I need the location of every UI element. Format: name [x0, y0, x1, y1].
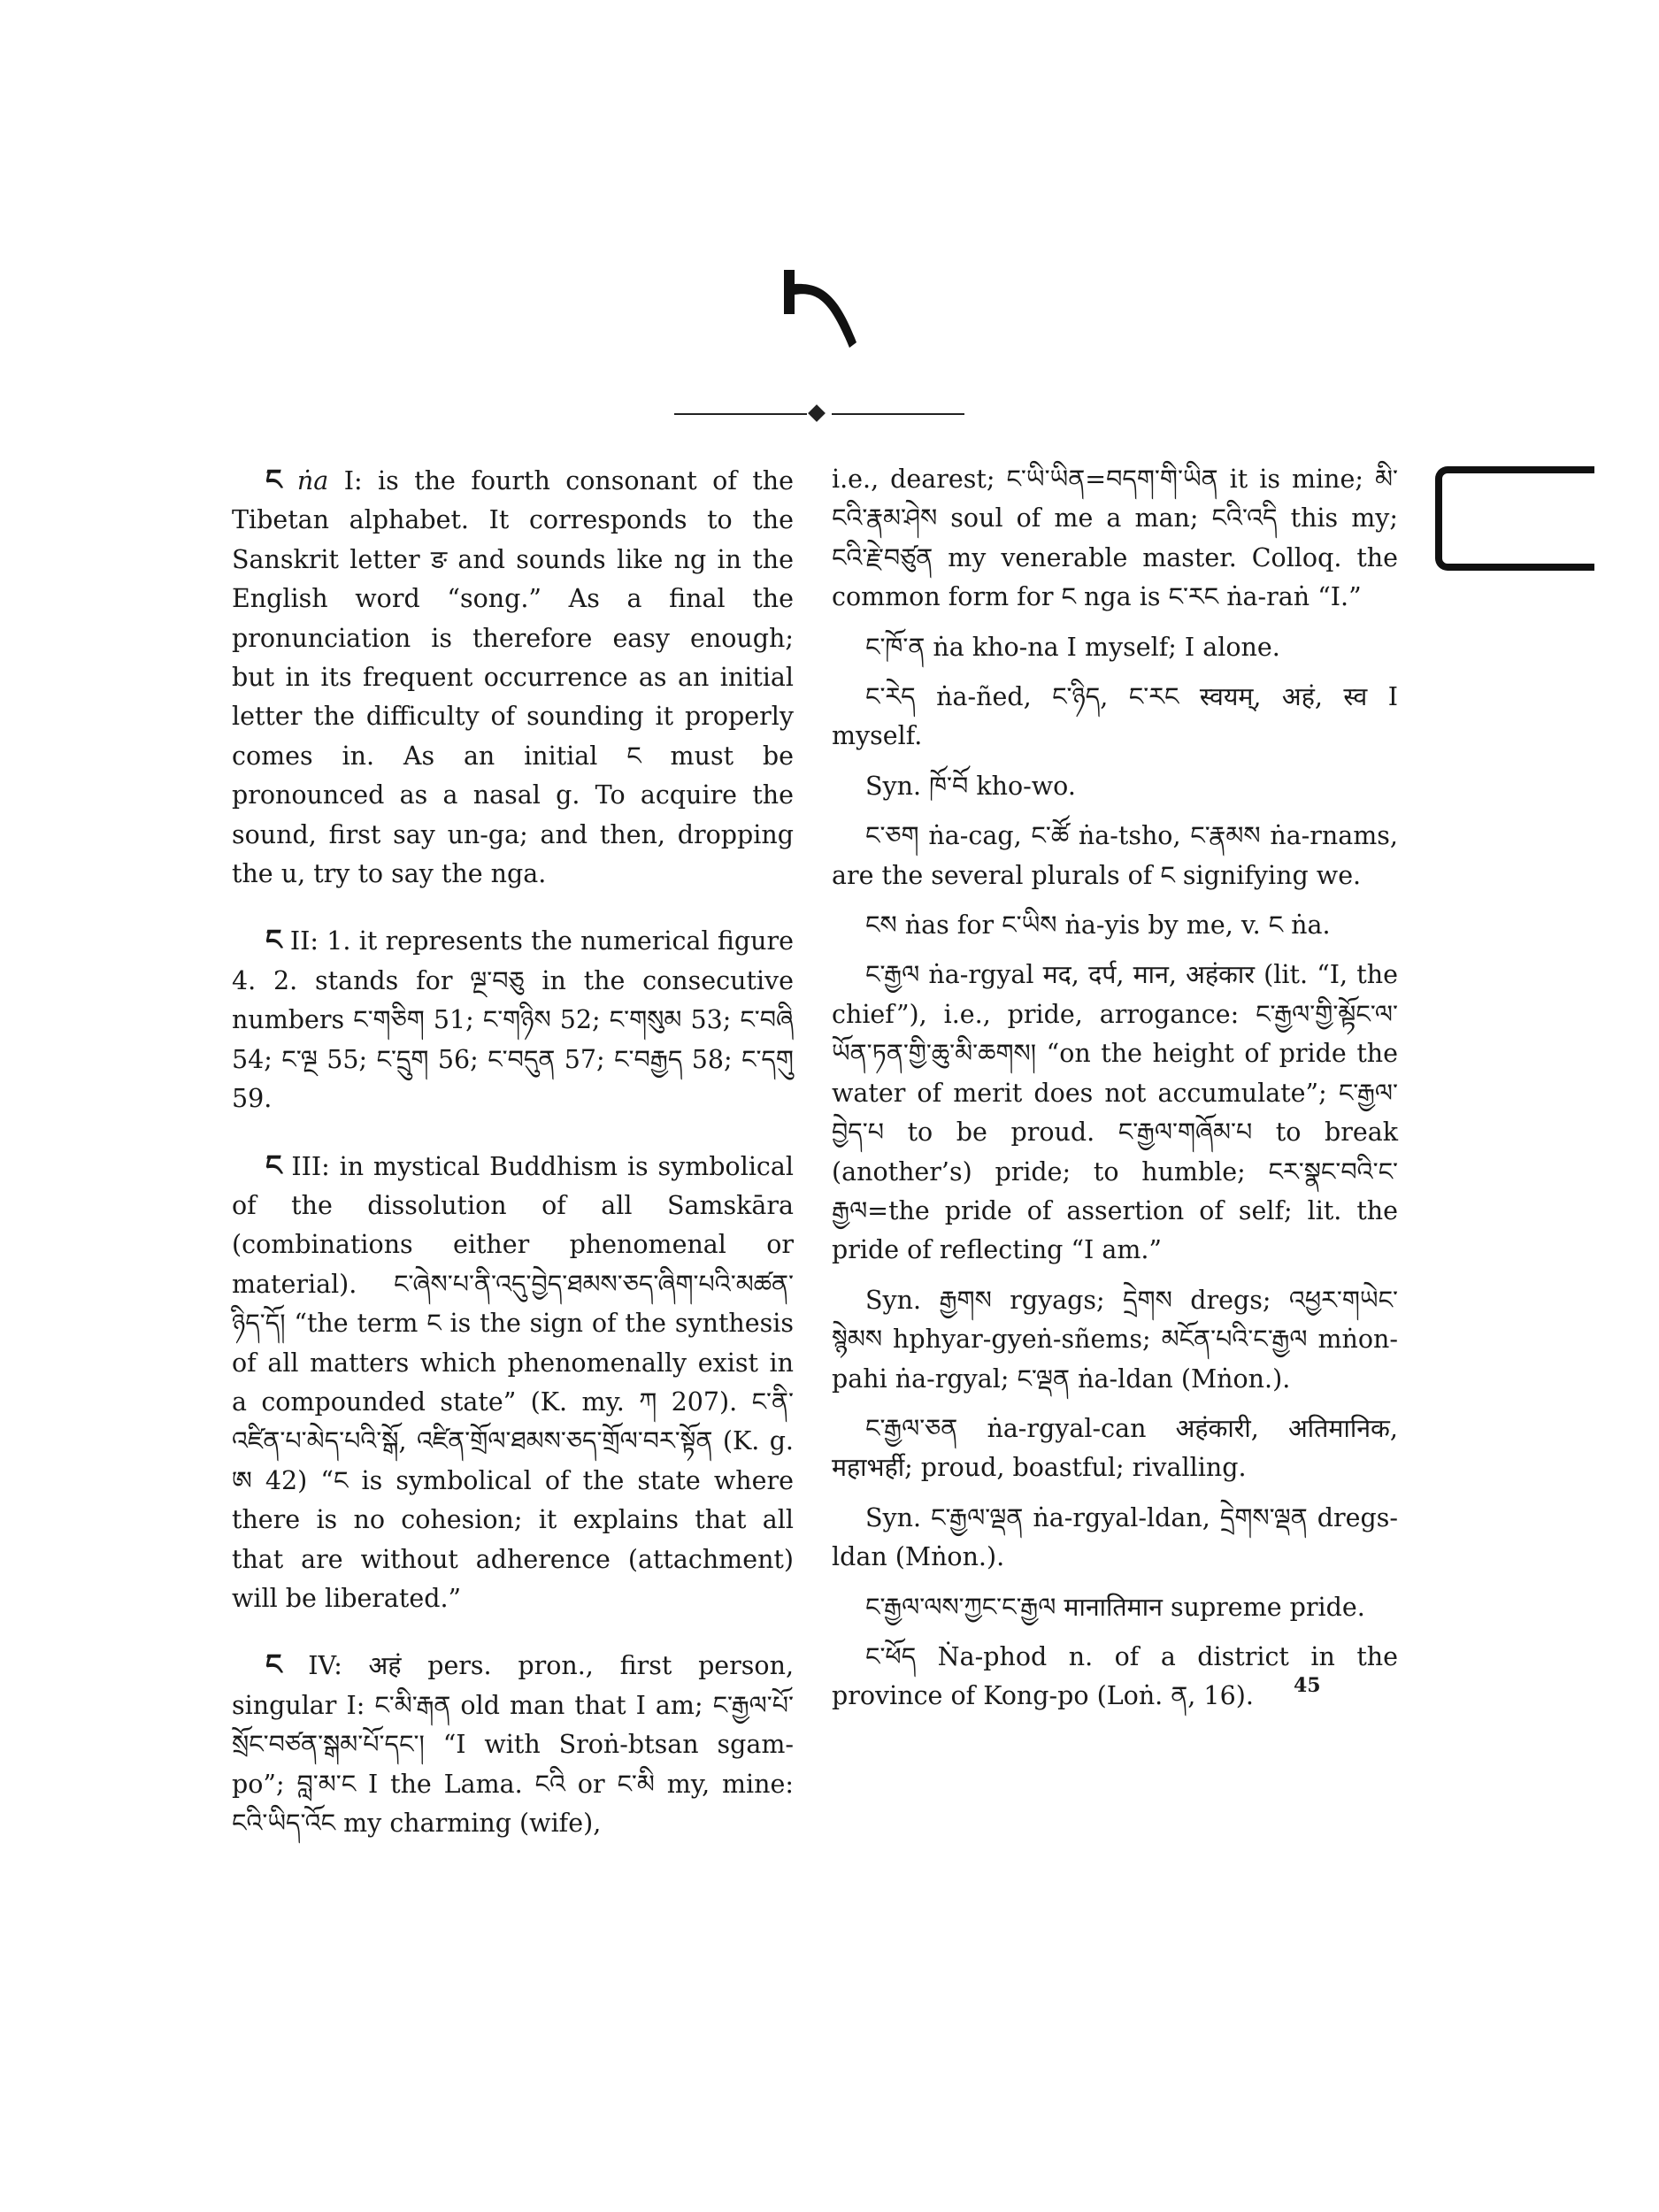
entry-nga-rgyal-can: ང་རྒྱལ་ཅན ṅa-rgyal-can अहंकारी, अतिमानिक, महाभर्ही; proud, boastful; rivalling. [832, 1413, 1398, 1483]
left-column [232, 460, 794, 1843]
entry-text: III: in mystical Buddhism is symbolical of the dissolution of all Samskāra (combinations either phenomenal or material). ང་ཞེས་པ་ནི་འདུ་བྱེད་ཐམས་ཅད་ཞིག་པའི་མཚན་ཉིད་དོ། “the term ང is the sign of the synthesis of all matters which phenomenally exist in a compounded state” (K. my. ཀ 207). ང་ནི་འཛིན་པ་མེད་པའི་སྒོ, འཛིན་གྲོལ་ཐམས་ཅད་གྲོལ་བར་སྟོན (K. g. ཨ 42) “ང is symbolical of the state where there is no cohesion; it explains that all that are without adherence (attachment) will be liberated.” [232, 1151, 794, 1613]
entry-continuation: i.e., dearest; ང་ཡི་ཡིན=བདག་གི་ཡིན it is mine; མི་ངའི་རྣམ་ཤེས soul of me a man; ངའི་འདི this my; ངའི་རྗེ་བཙུན my venerable master. Colloq. the common form for ང nga is ང་རང ṅa-raṅ “I.” [832, 465, 1398, 612]
entry-nga-plurals: ང་ཅག ṅa-cag, ང་ཚོ ṅa-tsho, ང་རྣམས ṅa-rnams, are the several plurals of ང signifying we. [832, 821, 1398, 890]
synonym-line: Syn. ང་རྒྱལ་ལྡན ṅa-rgyal-ldan, དྲེགས་ལྡན dregs-ldan (Mṅon.). [832, 1502, 1398, 1572]
entry-nga-nyed: ང་རེད ṅa-ñed, ང་ཉིད, ང་རང स्वयम्, अहं, स्व I myself. [832, 682, 1398, 751]
entry-text: II: 1. it represents the numerical figure 4. 2. stands for ལྔ་བཅུ in the consecutive numbers ང་གཅིག 51; ང་གཉིས 52; ང་གསུམ 53; ང་བཞི 54; ང་ལྔ 55; ང་དྲུག 56; ང་བདུན 57; ང་བརྒྱད 58; ང་དགུ 59. [232, 926, 794, 1114]
ornament-rule-left [674, 413, 807, 415]
entry-text: I: is the fourth consonant of the Tibetan alphabet. It corresponds to the Sanskrit letter ङ and sounds like ng in the English word “song.” As a final the pronunciation is therefore easy enough; but in its frequent occurrence as an initial letter the difficulty of sounding it properly comes in. As an initial ང must be pronounced as a nasal g. To acquire the sound, first say un-ga; and then, dropping the u, try to say the nga. [232, 466, 794, 889]
entry-nga-rgyal: ང་རྒྱལ ṅa-rgyal मद, दर्प, मान, अहंकार (lit. “I, the chief”), i.e., pride, arrogance: ང་རྒྱལ་གྱི་མྟོང་ལ་ཡོན་ཏན་གྱི་ཆུ་མི་ཆགས། “on the height of pride the water of merit does not accumulate”; ང་རྒྱལ་བྱེད་པ to be proud. ང་རྒྱལ་གཞོམ་པ to break (another’s) pride; to humble; ངར་སྣང་བའི་ང་རྒྱལ=the pride of assertion of self; lit. the pride of reflecting “I am.” [832, 960, 1398, 1265]
entry-supreme-pride: ང་རྒྱལ་ལས་ཀྱང་ང་རྒྱལ मानातिमान supreme pride. [865, 1592, 1365, 1622]
entry-nga-phod: ང་ཕོད Ṅa-phod n. of a district in the province of Kong-po (Loṅ. ན, 16). [832, 1641, 1398, 1711]
thumb-index-tab[interactable] [1435, 466, 1594, 571]
entry-mark: ང [265, 1647, 282, 1682]
entry-nga-iii [232, 1146, 794, 1619]
ornament-diamond [808, 404, 826, 422]
synonym-line: Syn. ཁོ་བོ kho-wo. [865, 771, 1076, 801]
entry-nga-ii [232, 920, 794, 1118]
entry-nga-iv [232, 1645, 794, 1843]
entry-mark: ང [265, 463, 282, 496]
entry-headword: ṅa [296, 466, 329, 495]
entry-text: IV: अहं pers. pron., first person, singular I: ང་མི་རྒན old man that I am; ང་རྒྱལ་པོ་སྲོང་བཙན་སྒམ་པོ་དང་། “I with Sroṅ-btsan sgam-po”; བླ་མ་ང I the Lama. ངའི or ང་མི my, mine: ངའི་ཡིད་འོང my charming (wife), [232, 1651, 794, 1838]
entry-mark: ང [265, 923, 282, 957]
right-column [832, 460, 1398, 1717]
entry-ngas: ངས ṅas for ང་ཡིས ṅa-yis by me, v. ང ṅa. [865, 910, 1331, 941]
section-letter-glyph [768, 261, 865, 358]
page-number: 45 [1294, 1674, 1321, 1697]
ornament-rule-right [832, 413, 964, 415]
entry-mark: ང [265, 1148, 282, 1182]
synonym-line: Syn. རྒྱགས rgyags; དྲེགས dregs; འཕྱར་གཡེང་སྙེམས hphyar-gyeṅ-sñems; མངོན་པའི་ང་རྒྱལ mṅon-pahi ṅa-rgyal; ང་ལྡན ṅa-ldan (Mṅon.). [832, 1285, 1398, 1394]
entry-nga-i [232, 460, 794, 894]
entry-nga-kho-na: ང་ཁོ་ན ṅa kho-na I myself; I alone. [865, 632, 1280, 662]
